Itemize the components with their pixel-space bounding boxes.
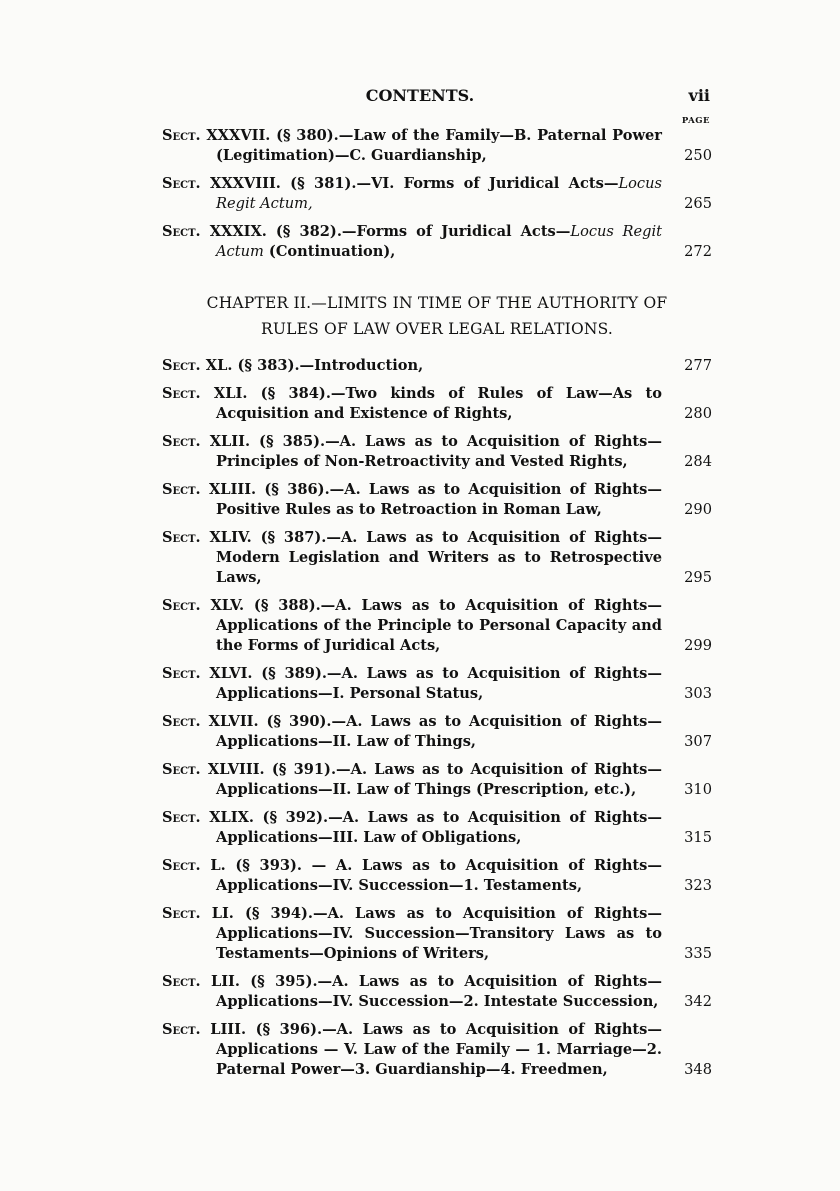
toc-entry: [162, 222, 712, 262]
section-title-text: XLVIII. (§ 391).—A. Laws as to Acquisition of Rights—Applications—II. Law of Things (Prescription, etc.),: [207, 761, 662, 798]
toc-entry: [162, 356, 712, 376]
running-title: CONTENTS.: [365, 86, 475, 105]
chapter-heading-line: RULES OF LAW OVER LEGAL RELATIONS.: [260, 320, 614, 338]
toc-entry: [162, 480, 712, 520]
page-column-label: PAGE: [681, 116, 710, 126]
toc-entry: [162, 174, 712, 214]
section-title-latin: Locus Regit Actum,: [216, 175, 662, 212]
table-of-contents: [162, 126, 712, 1088]
toc-entry: [162, 432, 712, 472]
toc-page-number: 323: [684, 877, 712, 894]
toc-entry: [162, 596, 712, 656]
section-title-text: XL. (§ 383).—Introduction,: [205, 357, 424, 374]
toc-entry-title: [162, 596, 662, 656]
section-title-text: L. (§ 393). — A. Laws as to Acquisition of Rights—Applications—IV. Succession—1. Testaments,: [210, 857, 662, 894]
toc-entry-title: [162, 356, 662, 376]
section-title-text: XLIV. (§ 387).—A. Laws as to Acquisition of Rights—Modern Legislation and Writers as to Retrospective Laws,: [209, 529, 662, 586]
toc-group-chapter: [162, 356, 712, 1080]
section-abbrev: Sect.: [162, 481, 201, 498]
section-abbrev: Sect.: [162, 905, 201, 922]
toc-page-number: 272: [684, 243, 712, 260]
section-abbrev: Sect.: [162, 529, 201, 546]
toc-page-number: 307: [684, 733, 712, 750]
section-title-suffix: (Continuation),: [263, 243, 396, 260]
chapter-heading-line: CHAPTER II.—LIMITS IN TIME OF THE AUTHORITY OF: [206, 294, 668, 312]
toc-entry: [162, 904, 712, 964]
section-abbrev: Sect.: [162, 433, 201, 450]
toc-entry-title: [162, 808, 662, 848]
toc-page-number: 280: [684, 405, 712, 422]
toc-page-number: 348: [684, 1061, 712, 1078]
toc-page-number: 290: [684, 501, 712, 518]
section-abbrev: Sect.: [162, 357, 201, 374]
toc-entry-title: [162, 222, 662, 262]
toc-entry: [162, 1020, 712, 1080]
section-title-latin: Locus Regit Actum: [216, 223, 662, 260]
section-title-text: XLIX. (§ 392).—A. Laws as to Acquisition of Rights—Applications—III. Law of Obligations,: [209, 809, 662, 846]
toc-entry-title: [162, 126, 662, 166]
toc-entry: [162, 712, 712, 752]
section-title-text: XLIII. (§ 386).—A. Laws as to Acquisition of Rights—Positive Rules as to Retroaction in Roman Law,: [208, 481, 662, 518]
section-title-text: LI. (§ 394).—A. Laws as to Acquisition of Rights—Applications—IV. Succession—Transitory Laws as to Testaments—Opinions of Writers,: [211, 905, 662, 962]
toc-entry-title: [162, 712, 662, 752]
toc-page-number: 315: [684, 829, 712, 846]
toc-entry: [162, 808, 712, 848]
toc-entry: [162, 528, 712, 588]
section-title-text: XLII. (§ 385).—A. Laws as to Acquisition of Rights—Principles of Non-Retroactivity and Vested Rights,: [209, 433, 662, 470]
toc-page-number: 277: [684, 357, 712, 374]
section-title-text: LIII. (§ 396).—A. Laws as to Acquisition of Rights—Applications — V. Law of the Family — 1. Marriage—2. Paternal Power—3. Guardianship—4. Freedmen,: [210, 1021, 662, 1078]
toc-group-part: [162, 126, 712, 262]
section-title-text: XLI. (§ 384).—Two kinds of Rules of Law—As to Acquisition and Existence of Rights,: [213, 385, 662, 422]
toc-page-number: 342: [684, 993, 712, 1010]
section-abbrev: Sect.: [162, 809, 201, 826]
section-title-text: XXXVII. (§ 380).—Law of the Family—B. Paternal Power (Legitimation)—C. Guardianship,: [206, 127, 662, 164]
page-folio: vii: [688, 86, 710, 105]
section-title-text: LII. (§ 395).—A. Laws as to Acquisition of Rights—Applications—IV. Succession—2. Intestate Succession,: [210, 973, 662, 1010]
section-abbrev: Sect.: [162, 1021, 201, 1038]
section-abbrev: Sect.: [162, 665, 201, 682]
toc-entry-title: [162, 972, 662, 1012]
toc-entry-title: [162, 384, 662, 424]
section-abbrev: Sect.: [162, 857, 201, 874]
toc-page-number: 303: [684, 685, 712, 702]
section-title-text: XXXVIII. (§ 381).—VI. Forms of Juridical Acts—: [210, 175, 619, 192]
section-abbrev: Sect.: [162, 713, 201, 730]
toc-entry-title: [162, 760, 662, 800]
toc-page-number: 265: [684, 195, 712, 212]
section-title-text: XLVI. (§ 389).—A. Laws as to Acquisition of Rights—Applications—I. Personal Status,: [209, 665, 662, 702]
section-title-text: XLVII. (§ 390).—A. Laws as to Acquisition of Rights—Applications—II. Law of Things,: [208, 713, 662, 750]
section-abbrev: Sect.: [162, 223, 201, 240]
toc-page-number: 295: [684, 569, 712, 586]
section-title-text: XLV. (§ 388).—A. Laws as to Acquisition of Rights—Applications of the Principle to Personal Capacity and the Forms of Juridical Acts,: [210, 597, 662, 654]
toc-page-number: 299: [684, 637, 712, 654]
toc-entry: [162, 972, 712, 1012]
toc-entry: [162, 760, 712, 800]
toc-entry: [162, 384, 712, 424]
toc-entry-title: [162, 904, 662, 964]
section-abbrev: Sect.: [162, 127, 201, 144]
toc-entry: [162, 664, 712, 704]
toc-entry-title: [162, 528, 662, 588]
toc-entry-title: [162, 432, 662, 472]
toc-entry-title: [162, 856, 662, 896]
toc-page-number: 335: [684, 945, 712, 962]
section-abbrev: Sect.: [162, 385, 201, 402]
toc-entry: [162, 126, 712, 166]
toc-page-number: 250: [684, 147, 712, 164]
toc-entry-title: [162, 1020, 662, 1080]
toc-page-number: 310: [684, 781, 712, 798]
toc-page-number: 284: [684, 453, 712, 470]
toc-entry-title: [162, 174, 662, 214]
section-abbrev: Sect.: [162, 175, 201, 192]
section-abbrev: Sect.: [162, 597, 201, 614]
toc-entry: [162, 856, 712, 896]
toc-entry-title: [162, 480, 662, 520]
section-abbrev: Sect.: [162, 761, 201, 778]
section-abbrev: Sect.: [162, 973, 201, 990]
chapter-heading: [162, 290, 712, 342]
toc-entry-title: [162, 664, 662, 704]
section-title-text: XXXIX. (§ 382).—Forms of Juridical Acts—: [209, 223, 571, 240]
